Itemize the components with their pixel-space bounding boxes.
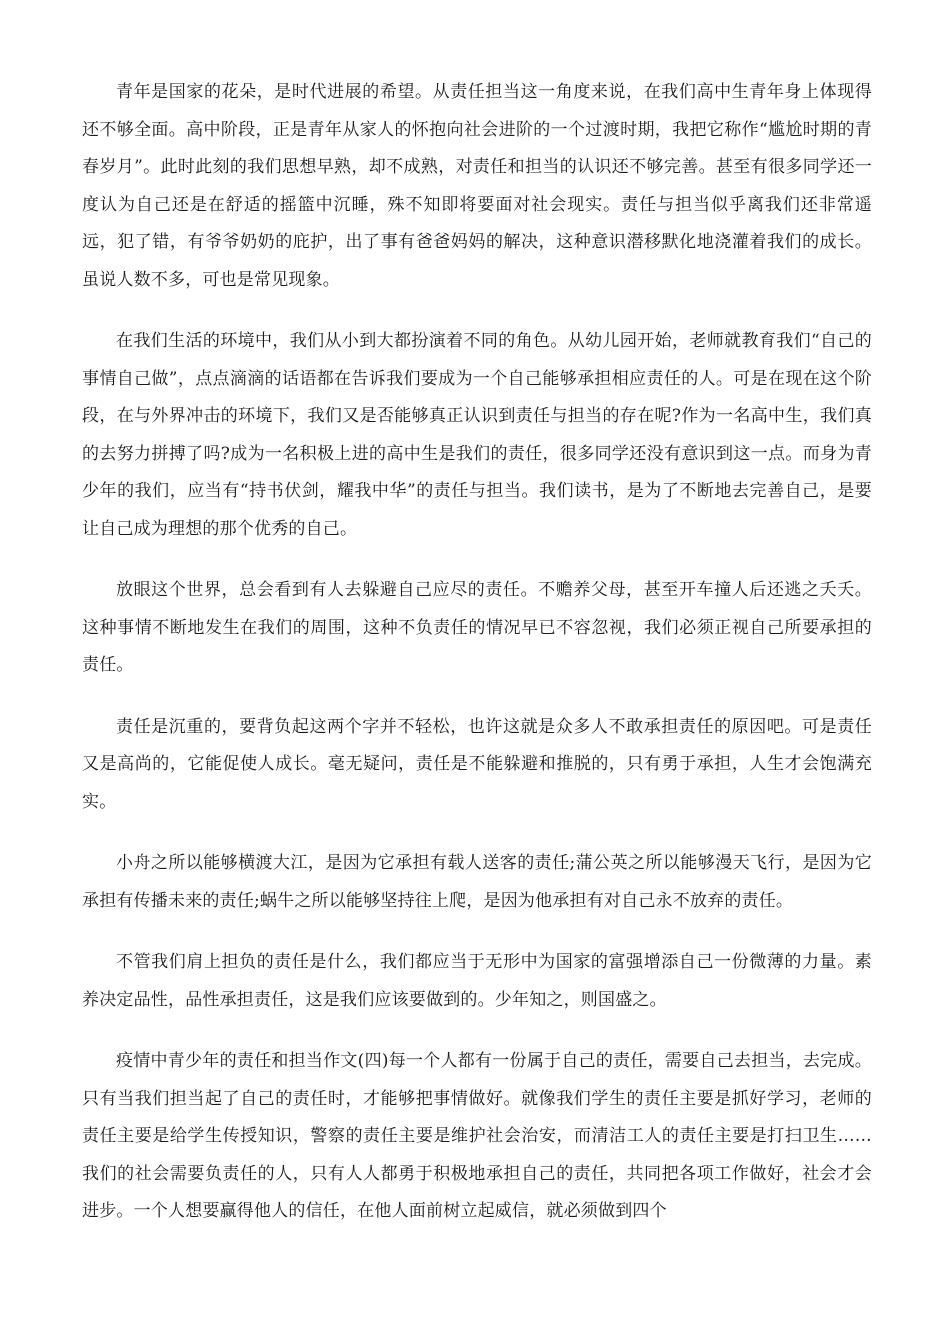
paragraph-5: 小舟之所以能够横渡大江，是因为它承担有载人送客的责任;蒲公英之所以能够漫天飞行，是因为它承担有传播未来的责任;蜗牛之所以能够坚持往上爬，是因为他承担有对自己永不放弃的责任。 [82, 853, 872, 911]
paragraph-2: 在我们生活的环境中，我们从小到大都扮演着不同的角色。从幼儿园开始，老师就教育我们“自己的事情自己做”，点点滴滴的话语都在告诉我们要成为一个自己能够承担相应责任的人。可是在现在这个阶段，在与外界冲击的环境下，我们又是否能够真正认识到责任与担当的存在呢?作为一名高中生，我们真的去努力拼搏了吗?成为一名积极上进的高中生是我们的责任，很多同学还没有意识到这一点。而身为青少年的我们，应当有“持书伏剑，耀我中华”的责任与担当。我们读书，是为了不断地去完善自己，是要让自己成为理想的那个优秀的自己。 [82, 331, 872, 539]
paragraph-7: 疫情中青少年的责任和担当作文(四)每一个人都有一份属于自己的责任，需要自己去担当，去完成。只有当我们担当起了自己的责任时，才能够把事情做好。就像我们学生的责任主要是抓好学习，老师的责任主要是给学生传授知识，警察的责任主要是维护社会治安，而清洁工人的责任主要是打扫卫生……我们的社会需要负责任的人，只有人人都勇于积极地承担自己的责任，共同把各项工作做好，社会才会进步。一个人想要赢得他人的信任，在他人面前树立起威信，就必须做到四个 [82, 1051, 872, 1221]
paragraph-3: 放眼这个世界，总会看到有人去躲避自己应尽的责任。不赡养父母，甚至开车撞人后还逃之夭夭。这种事情不断地发生在我们的周围，这种不负责任的情况早已不容忽视，我们必须正视自己所要承担的责任。 [82, 580, 872, 675]
paragraph-6: 不管我们肩上担负的责任是什么，我们都应当于无形中为国家的富强增添自己一份微薄的力量。素养决定品性，品性承担责任，这是我们应该要做到的。少年知之，则国盛之。 [82, 952, 872, 1010]
paragraph-1: 青年是国家的花朵，是时代进展的希望。从责任担当这一角度来说，在我们高中生青年身上体现得还不够全面。高中阶段，正是青年从家人的怀抱向社会进阶的一个过渡时期，我把它称作“尴尬时期的青春岁月”。此时此刻的我们思想早熟，却不成熟，对责任和担当的认识还不够完善。甚至有很多同学还一度认为自己还是在舒适的摇篮中沉睡，殊不知即将要面对社会现实。责任与担当似乎离我们还非常遥远，犯了错，有爷爷奶奶的庇护，出了事有爸爸妈妈的解决，这种意识潜移默化地浇灌着我们的成长。虽说人数不多，可也是常见现象。 [82, 82, 872, 290]
document-body [82, 74, 872, 1255]
paragraph-4: 责任是沉重的，要背负起这两个字并不轻松，也许这就是众多人不敢承担责任的原因吧。可是责任又是高尚的，它能促使人成长。毫无疑问，责任是不能躲避和推脱的，只有勇于承担，人生才会饱满充实。 [82, 716, 872, 812]
